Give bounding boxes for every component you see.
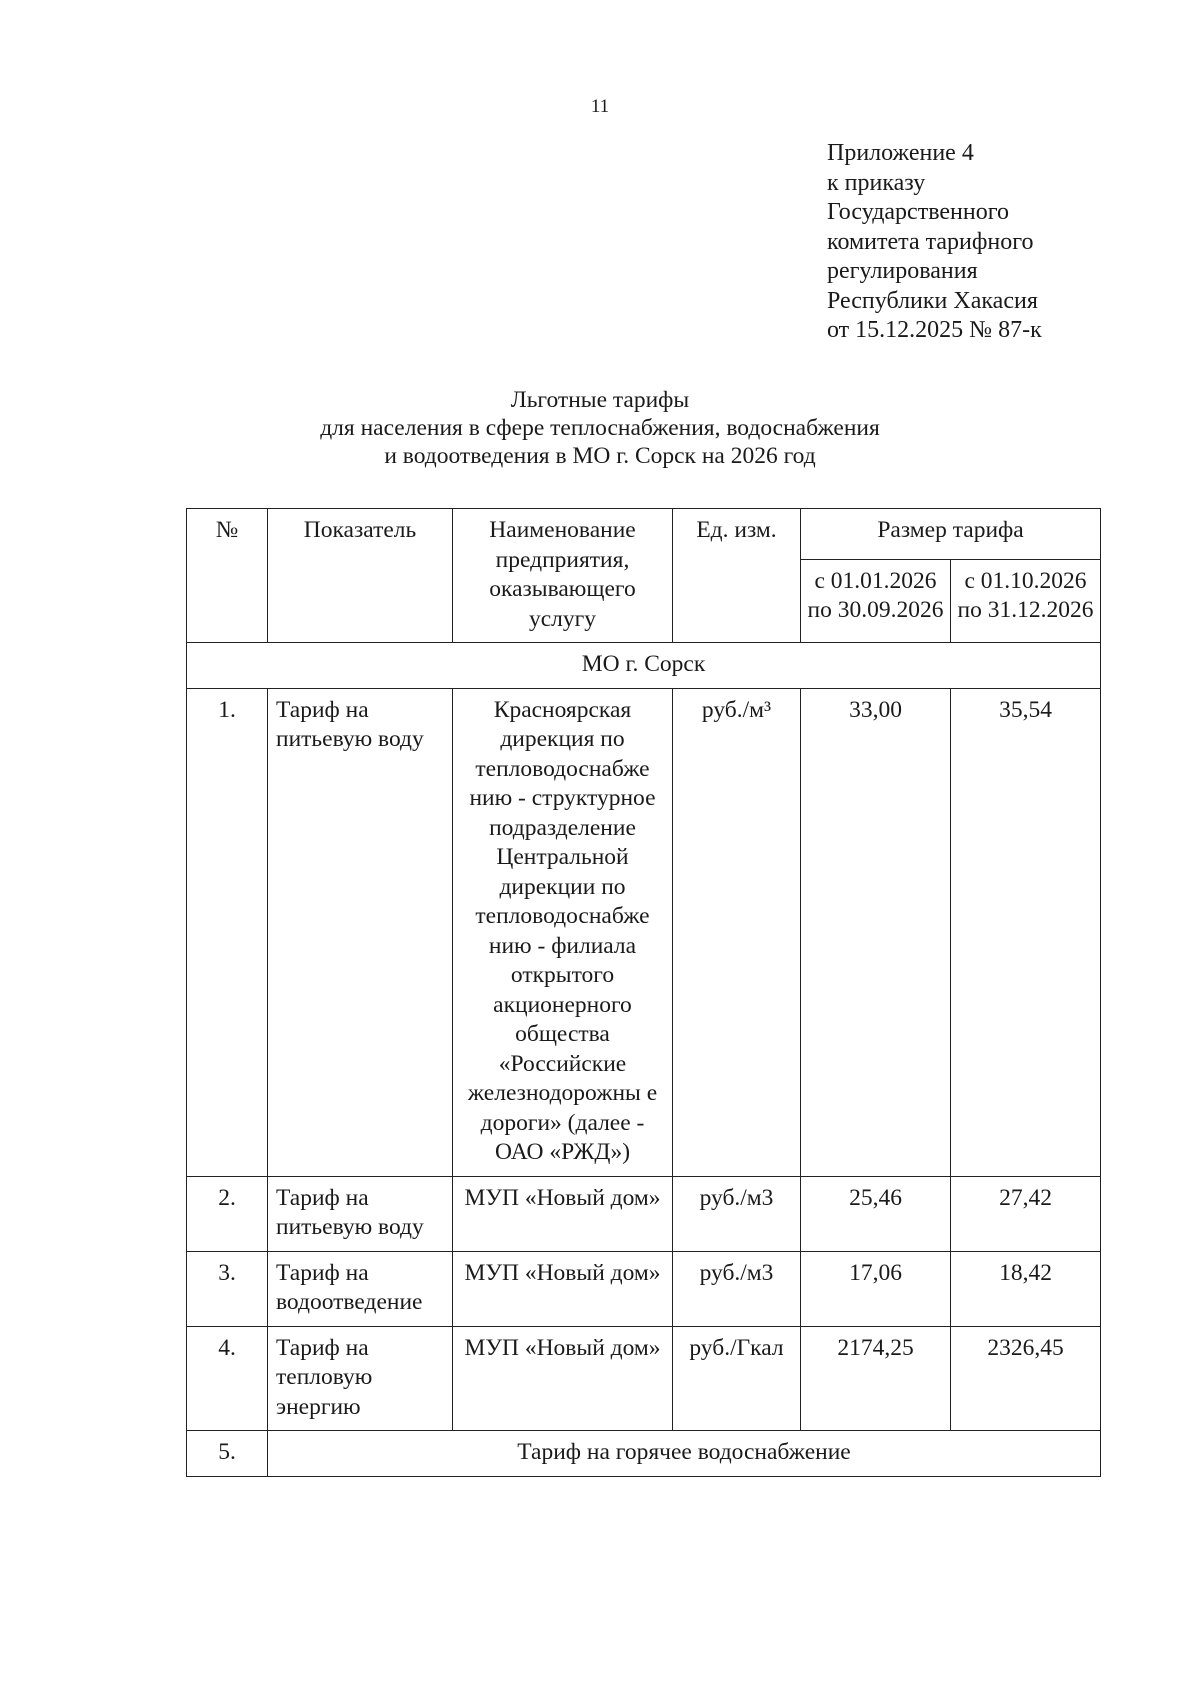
document-title: [0, 386, 1200, 470]
row-indicator: Тариф на тепловую энергию: [268, 1326, 453, 1431]
row-provider: МУП «Новый дом»: [453, 1251, 673, 1326]
appendix-line: от 15.12.2025 № 87-к: [827, 317, 1042, 343]
row-value-period-2: 18,42: [951, 1251, 1101, 1326]
header-unit: Ед. изм.: [673, 509, 801, 643]
section-row: [187, 643, 1101, 689]
row-num: 3.: [187, 1251, 268, 1326]
header-indicator: Показатель: [268, 509, 453, 643]
appendix-line: регулирования: [827, 258, 978, 284]
section-title: МО г. Сорск: [187, 643, 1101, 689]
header-tariff-size: Размер тарифа: [801, 509, 1101, 560]
table-header-row: [187, 509, 1101, 560]
header-num: №: [187, 509, 268, 643]
title-line: для населения в сфере теплоснабжения, водоснабжения: [320, 415, 880, 441]
row-merged-label: Тариф на горячее водоснабжение: [268, 1431, 1101, 1477]
row-value-period-2: 2326,45: [951, 1326, 1101, 1431]
appendix-line: комитета тарифного: [827, 228, 1034, 255]
row-value-period-2: 35,54: [951, 688, 1101, 1176]
row-indicator: Тариф на водоотведение: [268, 1251, 453, 1326]
row-value-period-2: 27,42: [951, 1176, 1101, 1251]
row-unit: руб./Гкал: [673, 1326, 801, 1431]
row-provider: МУП «Новый дом»: [453, 1176, 673, 1251]
row-value-period-1: 17,06: [801, 1251, 951, 1326]
row-num: 1.: [187, 688, 268, 1176]
table-row: [187, 1326, 1101, 1431]
table-row: [187, 1176, 1101, 1251]
row-value-period-1: 25,46: [801, 1176, 951, 1251]
row-indicator: Тариф на питьевую воду: [268, 688, 453, 1176]
title-line: и водоотведения в МО г. Сорск на 2026 год: [384, 443, 816, 469]
row-unit: руб./м3: [673, 1176, 801, 1251]
row-unit: руб./м3: [673, 1251, 801, 1326]
appendix-line: к приказу: [827, 169, 926, 196]
row-num: 5.: [187, 1431, 268, 1477]
row-num: 2.: [187, 1176, 268, 1251]
table-row: [187, 1251, 1101, 1326]
header-period-1: с 01.01.2026 по 30.09.2026: [801, 559, 951, 642]
title-line: Льготные тарифы: [510, 387, 690, 413]
appendix-line: Государственного: [827, 199, 1009, 225]
row-provider: МУП «Новый дом»: [453, 1326, 673, 1431]
appendix-line: Республики Хакасия: [827, 287, 1038, 314]
appendix-reference: [827, 139, 1042, 346]
row-unit: руб./м³: [673, 688, 801, 1176]
tariff-table: [186, 508, 1101, 1477]
row-value-period-1: 33,00: [801, 688, 951, 1176]
header-provider: Наименование предприятия, оказывающего услугу: [453, 509, 673, 643]
table-row-hot-water: [187, 1431, 1101, 1477]
row-provider: Красноярская дирекция по тепловодоснабже нию - структурное подразделение Центральной дирекции по тепловодоснабже нию - филиала открытого акционерного общества «Российские железнодорожны е дороги» (далее - ОАО «РЖД»): [453, 688, 673, 1176]
header-period-2: с 01.10.2026 по 31.12.2026: [951, 559, 1101, 642]
table-row: [187, 688, 1101, 1176]
row-indicator: Тариф на питьевую воду: [268, 1176, 453, 1251]
row-value-period-1: 2174,25: [801, 1326, 951, 1431]
appendix-line: Приложение 4: [827, 140, 974, 166]
row-num: 4.: [187, 1326, 268, 1431]
page-number: 11: [590, 96, 610, 117]
